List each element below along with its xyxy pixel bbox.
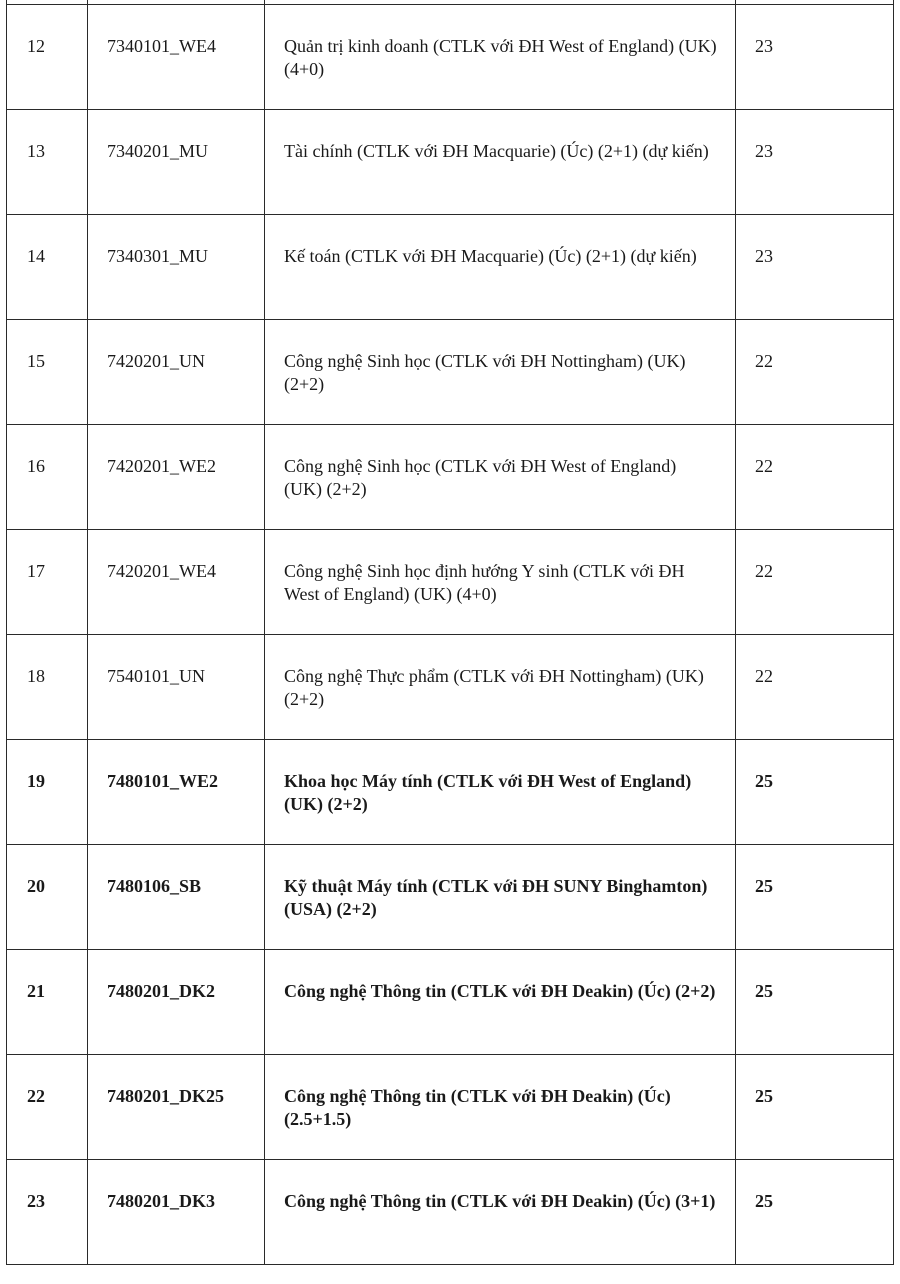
table-row <box>7 425 894 530</box>
table-body <box>7 0 894 1265</box>
table-row <box>7 110 894 215</box>
admission-score: 25 <box>736 1160 894 1265</box>
program-name: Quản trị kinh doanh (CTLK với ĐH West of England) (UK) (4+0) <box>265 5 736 110</box>
row-number: 21 <box>7 950 88 1055</box>
program-name: Công nghệ Sinh học (CTLK với ĐH West of England) (UK) (2+2) <box>265 425 736 530</box>
program-code: 7480101_WE2 <box>88 740 265 845</box>
admission-score: 22 <box>736 530 894 635</box>
program-code: 7340101_WE4 <box>88 5 265 110</box>
program-name: Công nghệ Thông tin (CTLK với ĐH Deakin) (Úc) (2.5+1.5) <box>265 1055 736 1160</box>
admission-score: 23 <box>736 110 894 215</box>
program-code: 7420201_WE4 <box>88 530 265 635</box>
program-name: Tài chính (CTLK với ĐH Macquarie) (Úc) (2+1) (dự kiến) <box>265 110 736 215</box>
admission-score: 25 <box>736 950 894 1055</box>
table-row <box>7 1055 894 1160</box>
program-name: Công nghệ Thông tin (CTLK với ĐH Deakin) (Úc) (3+1) <box>265 1160 736 1265</box>
row-number: 20 <box>7 845 88 950</box>
admission-score: 25 <box>736 740 894 845</box>
program-code: 7480201_DK2 <box>88 950 265 1055</box>
admission-score: 25 <box>736 1055 894 1160</box>
program-name: Kỹ thuật Máy tính (CTLK với ĐH SUNY Binghamton) (USA) (2+2) <box>265 845 736 950</box>
row-number: 19 <box>7 740 88 845</box>
row-number: 14 <box>7 215 88 320</box>
table-row <box>7 635 894 740</box>
program-code: 7420201_UN <box>88 320 265 425</box>
admission-score: 25 <box>736 845 894 950</box>
row-number: 13 <box>7 110 88 215</box>
admission-table-container <box>6 0 893 1265</box>
admission-score: 22 <box>736 425 894 530</box>
admission-score: 22 <box>736 320 894 425</box>
table-row <box>7 1160 894 1265</box>
table-row <box>7 5 894 110</box>
table-row <box>7 215 894 320</box>
program-name: Công nghệ Sinh học định hướng Y sinh (CTLK với ĐH West of England) (UK) (4+0) <box>265 530 736 635</box>
program-code: 7340301_MU <box>88 215 265 320</box>
admission-score: 23 <box>736 215 894 320</box>
row-number: 22 <box>7 1055 88 1160</box>
admission-table <box>6 0 894 1265</box>
row-number: 23 <box>7 1160 88 1265</box>
program-code: 7420201_WE2 <box>88 425 265 530</box>
row-number: 18 <box>7 635 88 740</box>
program-name: Công nghệ Sinh học (CTLK với ĐH Nottingham) (UK) (2+2) <box>265 320 736 425</box>
row-number: 15 <box>7 320 88 425</box>
program-name: Kế toán (CTLK với ĐH Macquarie) (Úc) (2+1) (dự kiến) <box>265 215 736 320</box>
program-code: 7540101_UN <box>88 635 265 740</box>
admission-score: 22 <box>736 635 894 740</box>
admission-score: 23 <box>736 5 894 110</box>
program-code: 7340201_MU <box>88 110 265 215</box>
table-row <box>7 530 894 635</box>
program-name: Công nghệ Thực phẩm (CTLK với ĐH Nottingham) (UK) (2+2) <box>265 635 736 740</box>
row-number: 16 <box>7 425 88 530</box>
table-row <box>7 320 894 425</box>
row-number: 12 <box>7 5 88 110</box>
table-row <box>7 845 894 950</box>
table-row <box>7 950 894 1055</box>
program-code: 7480201_DK25 <box>88 1055 265 1160</box>
program-code: 7480201_DK3 <box>88 1160 265 1265</box>
program-name: Khoa học Máy tính (CTLK với ĐH West of England) (UK) (2+2) <box>265 740 736 845</box>
program-name: Công nghệ Thông tin (CTLK với ĐH Deakin) (Úc) (2+2) <box>265 950 736 1055</box>
table-row <box>7 740 894 845</box>
program-code: 7480106_SB <box>88 845 265 950</box>
row-number: 17 <box>7 530 88 635</box>
